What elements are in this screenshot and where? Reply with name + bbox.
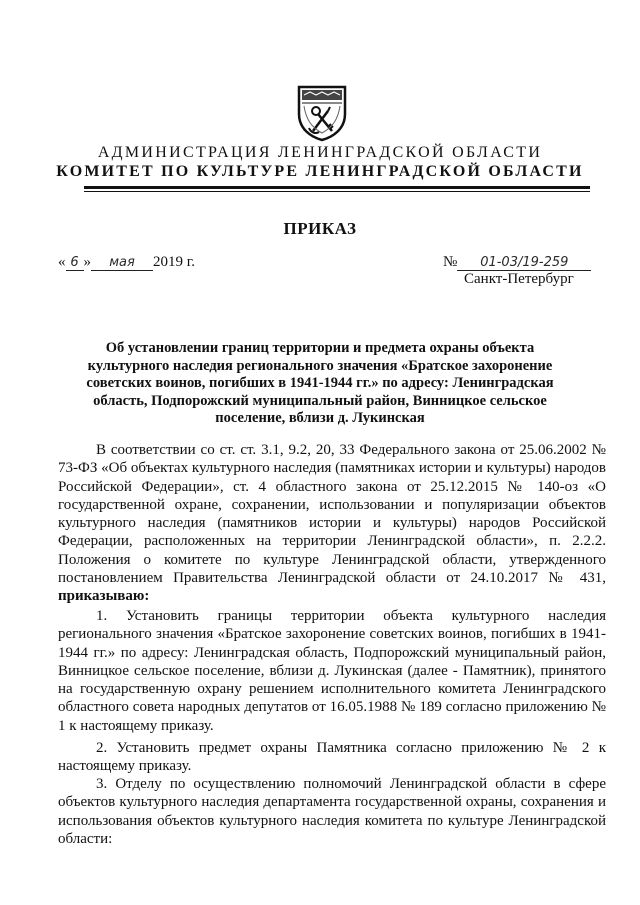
document-date [58, 254, 195, 271]
order-item-1: 1. Установить границы территории объекта культурного наследия регионального значения «Братское захоронение советских воинов, погибших в 1941-1944 гг.» по адресу: Ленинградская область, Подпорожский муниципальный район, Винницкое сельское поселение, вблизи д. Лукинская (далее - Памятник), принятого на государственную охрану решением исполнительного комитета Ленинградского областного совета народных депутатов от 16.05.1988 № 189 согласно приложению № 1 к настоящему приказу. [58, 608, 606, 734]
subject-line: поселение, вблизи д. Лукинская [215, 410, 425, 426]
org-name-administration: АДМИНИСТРАЦИЯ ЛЕНИНГРАДСКОЙ ОБЛАСТИ [97, 144, 543, 161]
subject-line: культурного наследия регионального значения «Братское захоронение [87, 357, 553, 374]
header-rule-thick [84, 186, 590, 189]
date-open-quote: « [58, 254, 66, 270]
order-item-3: 3. Отделу по осуществлению полномочий Ленинградской области в сфере объектов культурного наследия департамента государственной охраны, сохранения и использования объектов культурного наследия комитета по культуре Ленинградской области: [58, 776, 606, 847]
document-subject [72, 340, 568, 428]
preamble-paragraph [58, 441, 606, 606]
order-word: приказываю: [58, 588, 150, 605]
date-month-handwritten: мая [91, 255, 153, 271]
date-close-quote: » [83, 254, 91, 270]
subject-line: советских воинов, погибших в 1941-1944 гг.» по адресу: Ленинградская [86, 375, 554, 391]
number-prefix: № [443, 254, 458, 270]
number-handwritten: 01-03/19-259 [457, 255, 591, 271]
coat-of-arms-icon [295, 84, 349, 142]
org-name-committee: КОМИТЕТ ПО КУЛЬТУРЕ ЛЕНИНГРАДСКОЙ ОБЛАСТИ [56, 163, 584, 180]
subject-line: Об установлении границ территории и предмета охраны объекта [105, 340, 535, 356]
document-city: Санкт-Петербург [464, 271, 574, 287]
order-item-2: 2. Установить предмет охраны Памятника согласно приложению № 2 к настоящему приказу. [58, 740, 606, 775]
header-rule-thin [84, 191, 590, 192]
date-day-handwritten: 6 [66, 255, 84, 271]
document-title: ПРИКАЗ [283, 219, 357, 238]
preamble-text: В соответствии со ст. ст. 3.1, 9.2, 20, 33 Федерального закона от 25.06.2002 № 73-ФЗ «Об объектах культурного наследия (памятниках истории и культуры) народов Российской Федерации», ст. 4 областного закона от 25.12.2015 № 140-оз «О государственной охране, сохранении, использовании и популяризации объектов культурного наследия (памятников истории и культуры) народов Российской Федерации, расположенных на территории Ленинградской области», п. 2.2.2. Положения о комитете по культуре Ленинградской области, утвержденного постановлением Правительства Ленинградской области от 24.10.2017 № 431, [58, 442, 606, 587]
subject-line: область, Подпорожский муниципальный район, Винницкое сельское [93, 392, 547, 409]
date-year: 2019 г. [153, 254, 195, 270]
document-number [443, 254, 591, 271]
